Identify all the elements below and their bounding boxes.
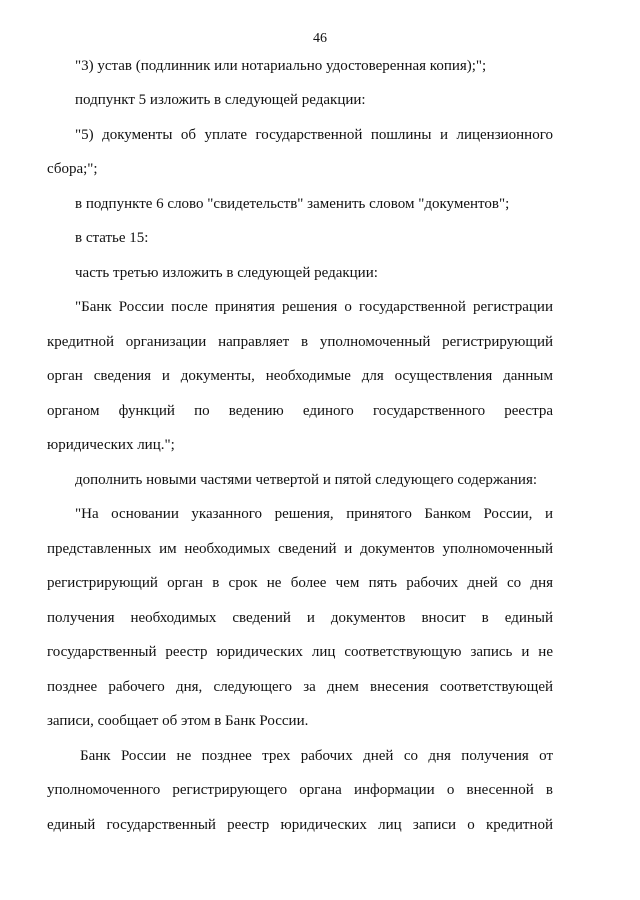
text-line: дополнить новыми частями четвертой и пятой следующего содержания:	[75, 472, 538, 488]
text-line: сбора;";	[47, 161, 98, 177]
text-line: единый государственный реестр юридических лиц записи о кредитной	[47, 817, 553, 833]
text-line: юридических лиц.";	[47, 437, 175, 453]
text-line: "На основании указанного решения, принятого Банком России, и	[75, 506, 553, 522]
text-line: получения необходимых сведений и документов вносит в единый	[47, 610, 553, 626]
text-line: записи, сообщает об этом в Банк России.	[47, 713, 309, 729]
page-number: 46	[313, 31, 327, 46]
text-line: государственный реестр юридических лиц соответствующую запись и не	[47, 644, 553, 660]
text-line: в статье 15:	[75, 230, 149, 246]
text-line: регистрирующий орган в срок не более чем пять рабочих дней со дня	[47, 575, 553, 591]
text-line: "3) устав (подлинник или нотариально удостоверенная копия);";	[75, 58, 487, 74]
text-line: позднее рабочего дня, следующего за днем внесения соответствующей	[47, 679, 553, 695]
text-line: кредитной организации направляет в уполномоченный регистрирующий	[47, 334, 553, 350]
text-line: орган сведения и документы, необходимые для осуществления данным	[47, 368, 553, 384]
text-line: в подпункте 6 слово "свидетельств" заменить словом "документов";	[75, 196, 510, 212]
text-line: представленных им необходимых сведений и документов уполномоченный	[47, 541, 553, 557]
text-line: уполномоченного регистрирующего органа информации о внесенной в	[47, 782, 553, 798]
text-line: "5) документы об уплате государственной пошлины и лицензионного	[75, 127, 553, 143]
text-line: подпункт 5 изложить в следующей редакции:	[75, 92, 366, 108]
text-line: часть третью изложить в следующей редакции:	[75, 265, 378, 281]
text-line: Банк России не позднее трех рабочих дней со дня получения от	[80, 748, 553, 764]
text-line: "Банк России после принятия решения о государственной регистрации	[75, 299, 553, 315]
text-line: органом функций по ведению единого государственного реестра	[47, 403, 553, 419]
